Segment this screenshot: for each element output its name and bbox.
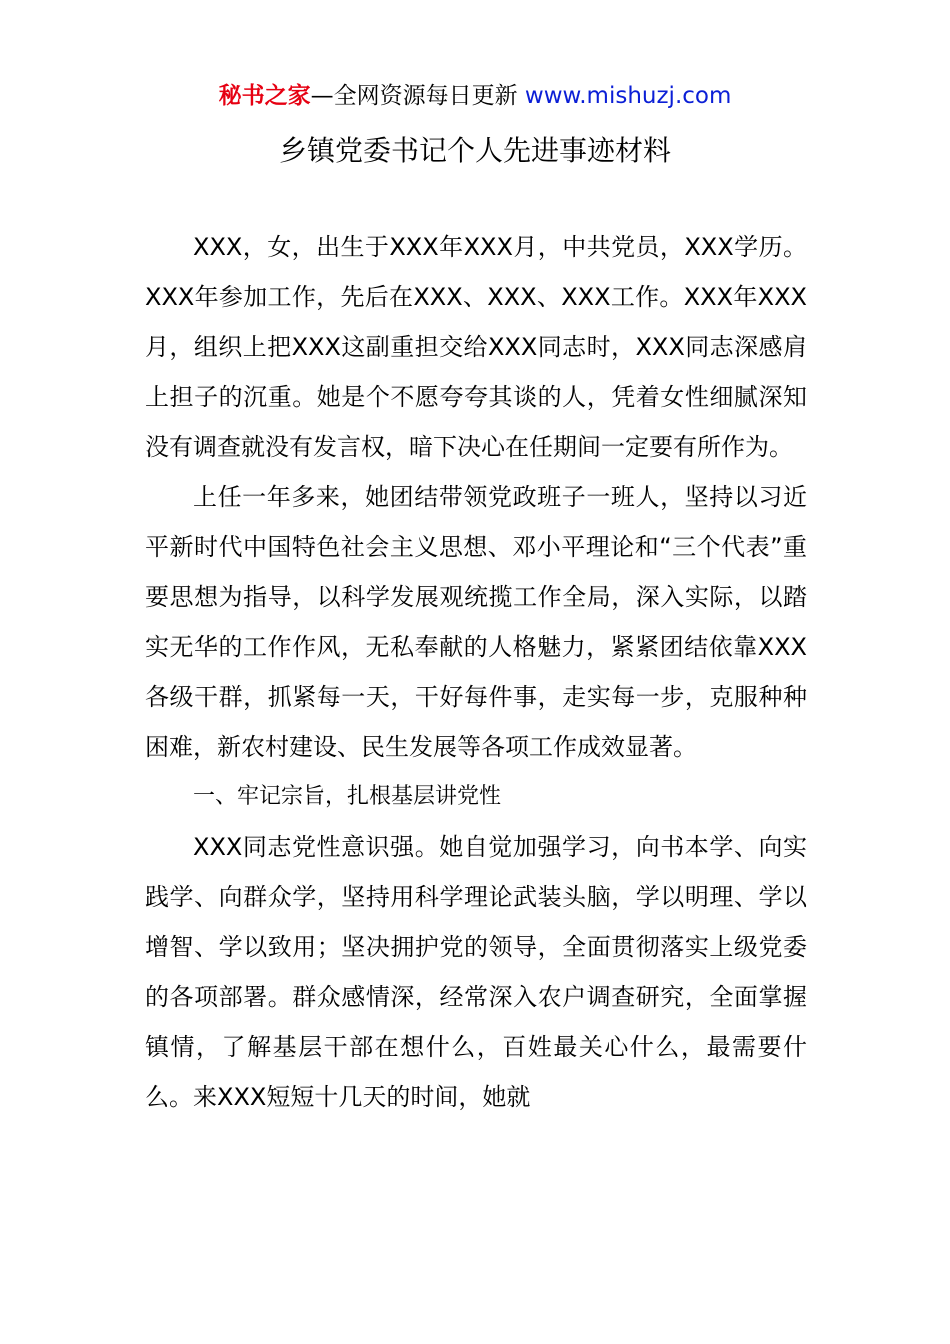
- document-title: 乡镇党委书记个人先进事迹材料: [278, 134, 671, 167]
- paragraph: 上任一年多来，她团结带领党政班子一班人，坚持以习近平新时代中国特色社会主义思想、邓小平理论和“三个代表”重要思想为指导，以科学发展观统揽工作全局，深入实际，以踏实无华的工作作风，无私奉献的人格魅力，紧紧团结依靠XXX各级干群，抓紧每一天，干好每件事，走实每一步，克服种种困难，新农村建设、民生发展等各项工作成效显著。: [145, 483, 807, 761]
- document-body: [145, 222, 807, 1122]
- paragraph: XXX同志党性意识强。她自觉加强学习，向书本学、向实践学、向群众学，坚持用科学理论武装头脑，学以明理、学以增智、学以致用；坚决拥护党的领导，全面贯彻落实上级党委的各项部署。群众感情深，经常深入农户调查研究，全面掌握镇情，了解基层干部在想什么，百姓最关心什么，最需要什么。来XXX短短十几天的时间，她就: [145, 833, 807, 1111]
- section-heading: 一、牢记宗旨，扎根基层讲党性: [193, 784, 502, 809]
- header-tagline: —全网资源每日更新: [310, 83, 525, 109]
- brand-name: 秘书之家: [218, 83, 311, 109]
- site-url-link[interactable]: www.mishuzj.com: [524, 83, 732, 109]
- site-header: [0, 80, 950, 112]
- paragraph: XXX，女，出生于XXX年XXX月，中共党员，XXX学历。XXX年参加工作，先后在XXX、XXX、XXX工作。XXX年XXX月，组织上把XXX这副重担交给XXX同志时，XXX同志深感肩上担子的沉重。她是个不愿夸夸其谈的人，凭着女性细腻深知没有调查就没有发言权，暗下决心在任期间一定要有所作为。: [145, 233, 807, 461]
